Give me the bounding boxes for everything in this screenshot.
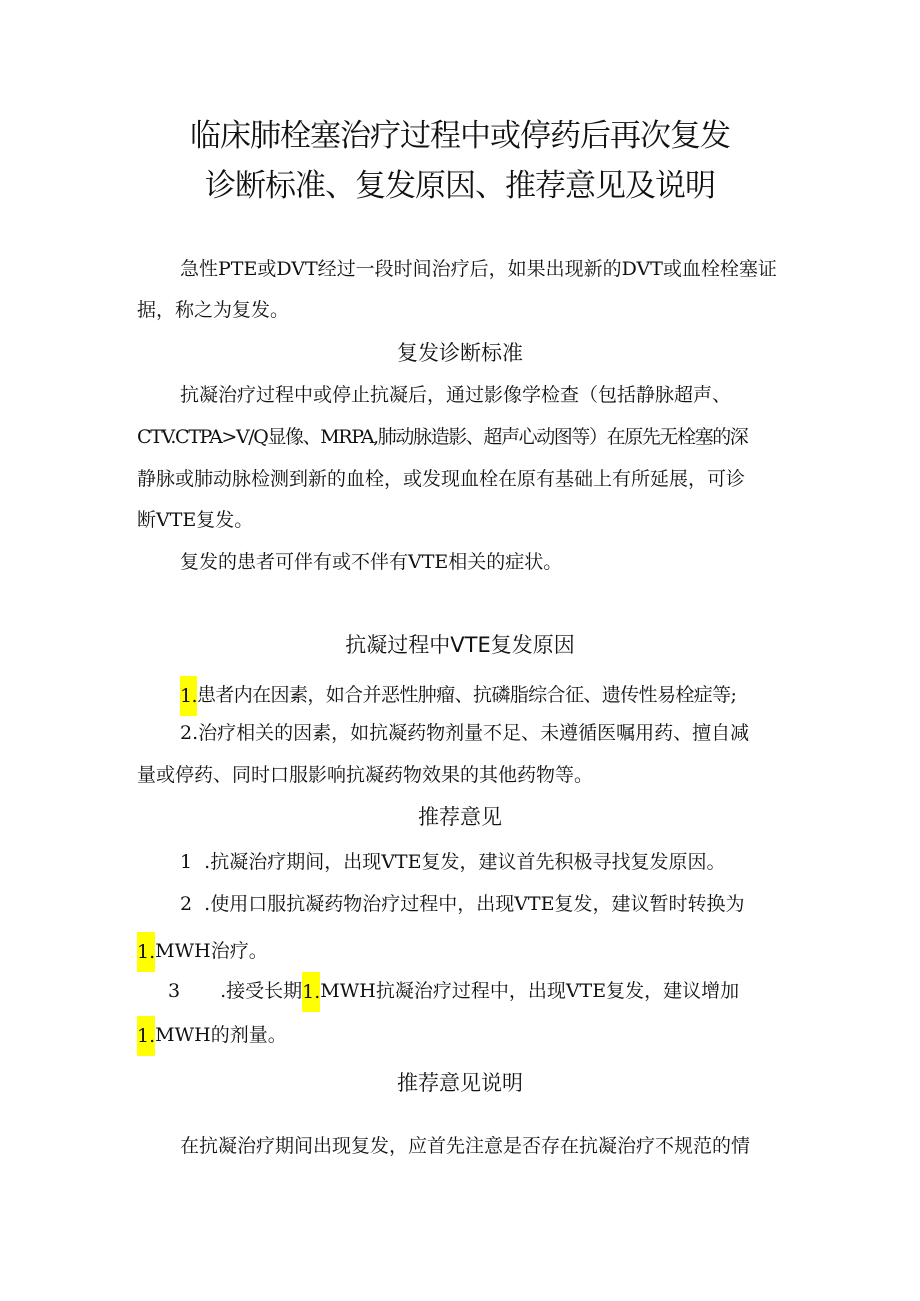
title-line-2: 诊断标准、复发原因、推荐意见及说明 [205, 168, 715, 204]
recommendations-heading: 推荐意见 [418, 805, 502, 829]
title-line-1: 临床肺栓塞治疗过程中或停药后再次复发 [190, 118, 730, 154]
explanation-line-1: 在抗凝治疗期间出现复发，应首先注意是否存在抗凝治疗不规范的情 [180, 1135, 751, 1157]
criteria-heading: 复发诊断标准 [397, 341, 523, 365]
causes-item-1-text: 患者内在因素，如合并恶性肿瘤、抗磷脂综合征、遗传性易栓症等; [196, 684, 737, 706]
recommendation-item-3-line-1: 3 .接受长期1.MWH抗凝治疗过程中，出现VTE复发，建议增加 [168, 972, 739, 1012]
causes-item-2-line-2: 量或停药、同时口服影响抗凝药物效果的其他药物等。 [137, 764, 594, 786]
causes-item-1 [180, 676, 736, 716]
highlight-mark: 1. [137, 1016, 155, 1056]
recommendation-item-2-line-2: 1.MWH治疗。 [137, 932, 268, 972]
criteria-line-1: 抗凝治疗过程中或停止抗凝后，通过影像学检查（包括静脉超声、 [180, 384, 732, 406]
recommendation-item-3-number: 3 [168, 980, 181, 1002]
highlight-mark: 1. [180, 676, 197, 716]
criteria-line-4: 断VTE复发。 [137, 509, 254, 531]
criteria-line-2: CTV.CTPA>V/Q显像、MRPA,肺动脉造影、超声心动图等）在原先无栓塞的深 [137, 426, 748, 448]
intro-line-1: 急性PTE或DVT经过一段时间治疗后，如果出现新的DVT或血栓栓塞证 [180, 258, 777, 280]
explanation-heading: 推荐意见说明 [397, 1071, 523, 1095]
criteria-line-3: 静脉或肺动脉检测到新的血栓，或发现血栓在原有基础上有所延展，可诊 [137, 468, 746, 490]
highlight-mark: 1. [302, 972, 320, 1012]
recommendation-item-1: 1 .抗凝治疗期间，出现VTE复发，建议首先积极寻找复发原因。 [180, 851, 726, 873]
highlight-mark: 1. [137, 932, 155, 972]
recommendation-item-3-line-2: 1.MWH的剂量。 [137, 1016, 287, 1056]
intro-line-2: 据，称之为复发。 [137, 299, 290, 321]
causes-item-2-line-1: 2.治疗相关的因素，如抗凝药物剂量不足、未遵循医嘱用药、擅自减 [180, 722, 750, 744]
recommendation-item-2-line-1: 2 .使用口服抗凝药物治疗过程中，出现VTE复发，建议暂时转换为 [180, 893, 745, 915]
criteria-paragraph-2: 复发的患者可伴有或不伴有VTE相关的症状。 [180, 551, 563, 573]
causes-heading: 抗凝过程中VTE复发原因 [345, 633, 575, 657]
